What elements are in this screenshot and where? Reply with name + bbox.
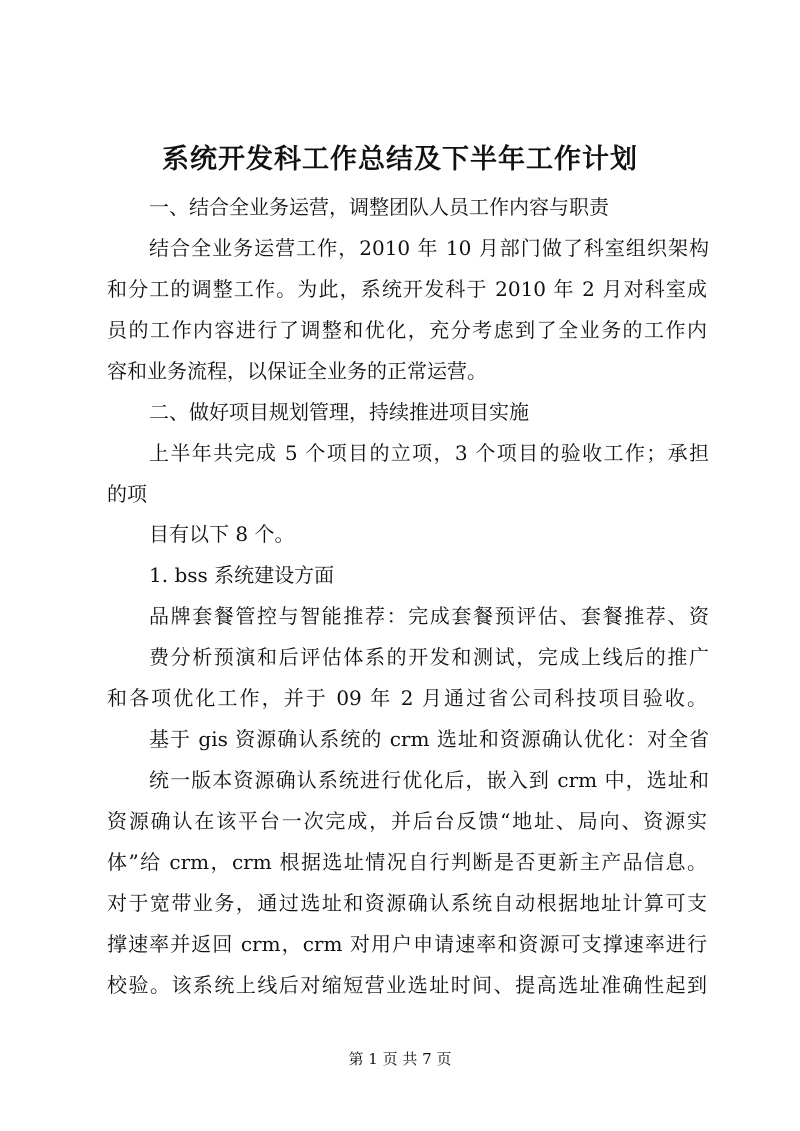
paragraph-line: 容和业务流程，以保证全业务的正常运营。 <box>107 359 487 383</box>
paragraph-line: 对于宽带业务，通过选址和资源确认系统自动根据地址计算可支 <box>107 891 707 915</box>
paragraph-line: 体”给 crm，crm 根据选址情况自行判断是否更新主产品信息。 <box>107 850 707 874</box>
page-number-footer: 第 1 页 共 7 页 <box>348 1050 452 1068</box>
paragraph-line: 和分工的调整工作。为此，系统开发科于 2010 年 2 月对科室成 <box>107 277 707 301</box>
section-heading-2: 二、做好项目规划管理，持续推进项目实施 <box>149 400 529 424</box>
subsection-heading: 1. bss 系统建设方面 <box>149 563 335 587</box>
paragraph-line: 资源确认在该平台一次完成，并后台反馈“地址、局向、资源实 <box>107 809 707 833</box>
paragraph-line: 品牌套餐管控与智能推荐：完成套餐预评估、套餐推荐、资 <box>149 604 709 628</box>
paragraph-line: 员的工作内容进行了调整和优化，充分考虑到了全业务的工作内 <box>107 318 707 342</box>
document-title: 系统开发科工作总结及下半年工作计划 <box>162 144 638 175</box>
section-heading-1: 一、结合全业务运营，调整团队人员工作内容与职责 <box>149 195 609 219</box>
paragraph-line: 费分析预演和后评估体系的开发和测试，完成上线后的推广 <box>149 645 709 669</box>
paragraph-line: 的项 <box>107 482 147 506</box>
paragraph-line: 撑速率并返回 crm，crm 对用户申请速率和资源可支撑速率进行 <box>107 932 707 956</box>
paragraph-line: 目有以下 8 个。 <box>149 522 295 546</box>
paragraph-line: 基于 gis 资源确认系统的 crm 选址和资源确认优化：对全省 <box>149 727 709 751</box>
paragraph-line: 统一版本资源确认系统进行优化后，嵌入到 crm 中，选址和 <box>149 768 709 792</box>
paragraph-line: 结合全业务运营工作，2010 年 10 月部门做了科室组织架构 <box>149 236 709 260</box>
paragraph-line: 校验。该系统上线后对缩短营业选址时间、提高选址准确性起到 <box>107 973 707 997</box>
paragraph-line: 和各项优化工作，并于 09 年 2 月通过省公司科技项目验收。 <box>107 686 707 710</box>
paragraph-line: 上半年共完成 5 个项目的立项，3 个项目的验收工作；承担 <box>149 441 709 465</box>
